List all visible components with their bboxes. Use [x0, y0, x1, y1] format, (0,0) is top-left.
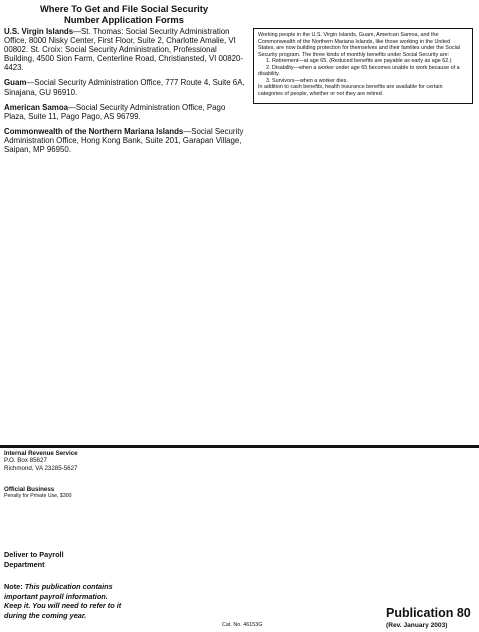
publication-title: Publication 80 — [386, 606, 471, 620]
deliver-to-label — [4, 550, 114, 569]
social-security-info-box — [253, 28, 473, 104]
title-line-2: Number Application Forms — [64, 14, 184, 25]
note-label: Note: — [4, 582, 23, 591]
benefit-number: 1. — [266, 58, 271, 64]
deliver-line-2: Department — [4, 559, 45, 569]
office-name: American Samoa — [4, 102, 69, 112]
benefit-text: Retirement—at age 65. (Reduced benefits are payable as early as age 62.) — [272, 58, 452, 64]
office-address: —St. Thomas: Social Security Administration Office, 8000 Nisky Center, First Floor, Suite 2, Charlotte Amalie, VI 00802. St. Croix: Social Security Administration, Professional Building, 4500 Sion Farm, Centerline Road, Christiansted, VI 00820-4423. — [4, 27, 244, 73]
office-address: —Social Security Administration Office, Pago Plaza, Suite 11, Pago Pago, AS 96799. — [4, 102, 226, 121]
return-city: Richmond, VA 23285-5627 — [4, 464, 78, 472]
office-entry — [4, 78, 247, 96]
office-address: —Social Security Administration Office, Hong Kong Bank, Suite 201, Garapan Village, Saipan, MP 96950. — [4, 126, 244, 155]
payroll-note — [4, 582, 124, 620]
official-business-label: Official Business — [4, 486, 55, 493]
publication-revision: (Rev. January 2003) — [386, 622, 448, 629]
benefit-list — [258, 58, 468, 84]
official-business-block — [4, 486, 204, 501]
benefit-text: Survivors—when a worker dies. — [272, 77, 348, 84]
office-entry — [4, 27, 247, 72]
benefit-item — [258, 65, 468, 78]
return-address — [4, 450, 154, 472]
office-entry — [4, 127, 247, 154]
benefit-number: 2. — [266, 64, 271, 71]
office-name: Guam — [4, 78, 27, 88]
mailer-divider-rule — [0, 445, 479, 448]
info-outro: In addition to cash benefits, health insurance benefits are available for certain categories of people, whether or not they are retired. — [258, 84, 443, 97]
office-entry — [4, 103, 247, 121]
info-intro: Working people in the U.S. Virgin Islands, Guam, American Samoa, and the Commonwealth of the Northern Mariana Islands, like those working in the United States, are now building protection for themselves and their families under the Social Security program. The three kinds of monthly benefits under Social Security are: — [258, 32, 460, 58]
office-name: U.S. Virgin Islands — [4, 27, 74, 36]
catalog-number: Cat. No. 46153G — [222, 622, 263, 628]
return-box: P.O. Box 85627 — [4, 457, 47, 465]
page-title — [4, 3, 244, 25]
title-line-1: Where To Get and File Social Security — [39, 3, 209, 14]
note-text: This publication contains important payroll information. Keep it. You will need to refer to it during the coming year. — [4, 582, 122, 620]
benefit-text: Disability—when a worker under age 65 becomes unable to work because of a disability. — [258, 64, 460, 77]
benefit-number: 3. — [266, 77, 271, 84]
office-list — [4, 27, 247, 160]
deliver-line-1: Deliver to Payroll — [4, 550, 64, 559]
office-address: —Social Security Administration Office, 777 Route 4, Suite 6A, Sinajana, GU 96910. — [4, 78, 245, 97]
office-name: Commonwealth of the Northern Mariana Islands — [4, 126, 184, 136]
penalty-notice: Penalty for Private Use, $300 — [4, 493, 72, 500]
return-org: Internal Revenue Service — [4, 450, 78, 457]
